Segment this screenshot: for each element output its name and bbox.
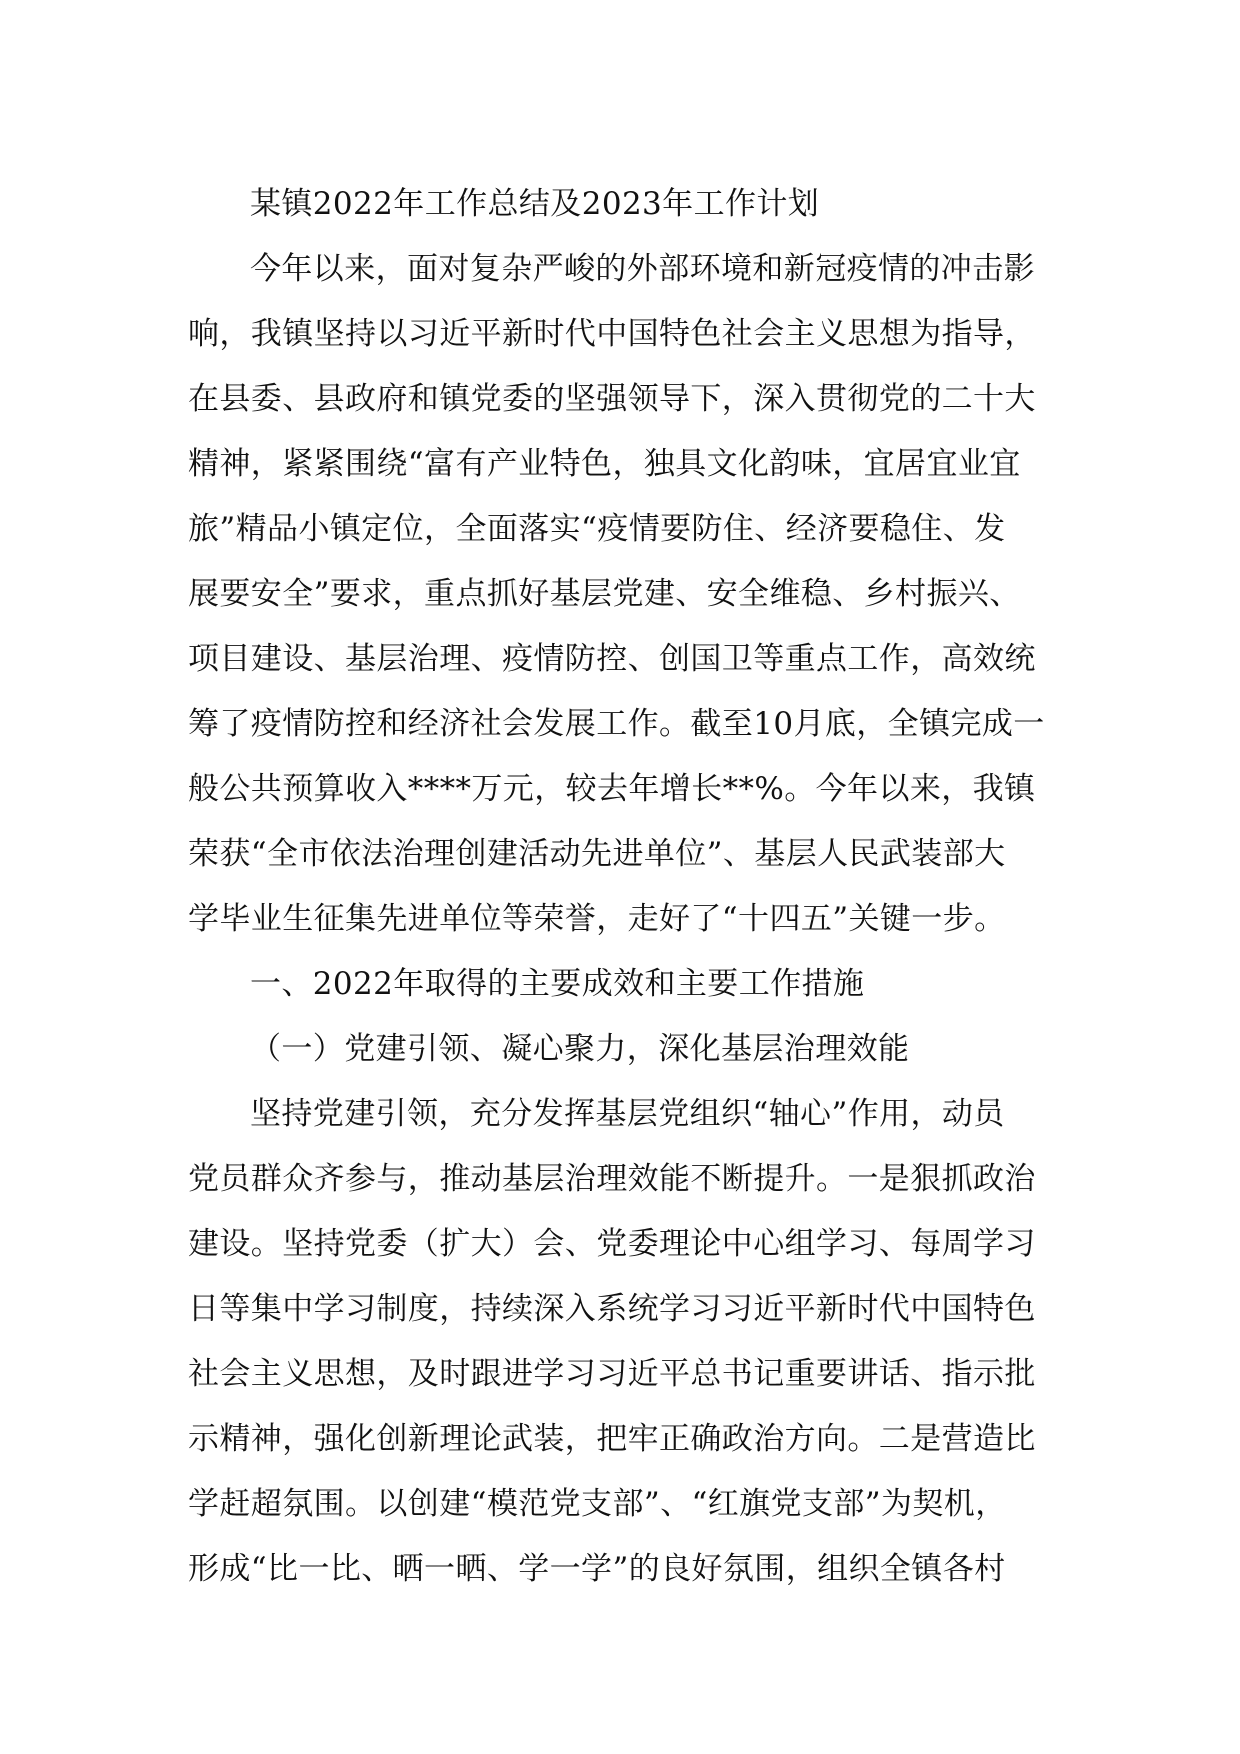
document-title: 某镇2022年工作总结及2023年工作计划 [250,186,820,222]
body-line: 党员群众齐参与，推动基层治理效能不断提升。一是狠抓政治 [188,1161,1036,1197]
intro-line: 学毕业生征集先进单位等荣誉，走好了“十四五”关键一步。 [188,901,1006,937]
section-heading: 一、2022年取得的主要成效和主要工作措施 [250,966,865,1002]
intro-line: 精神，紧紧围绕“富有产业特色，独具文化韵味，宜居宜业宜 [188,446,1021,482]
intro-line: 项目建设、基层治理、疫情防控、创国卫等重点工作，高效统 [188,641,1036,677]
intro-line: 展要安全”要求，重点抓好基层党建、安全维稳、乡村振兴、 [188,576,1021,612]
subsection-heading: （一）党建引领、凝心聚力，深化基层治理效能 [250,1031,910,1067]
body-line: 坚持党建引领，充分发挥基层党组织“轴心”作用，动员 [250,1096,1005,1132]
document-body [188,172,1060,1602]
body-line: 示精神，强化创新理论武装，把牢正确政治方向。二是营造比 [188,1421,1036,1457]
intro-line: 在县委、县政府和镇党委的坚强领导下，深入贯彻党的二十大 [188,381,1036,417]
body-line: 形成“比一比、晒一晒、学一学”的良好氛围，组织全镇各村 [188,1551,1006,1587]
body-line: 学赶超氛围。以创建“模范党支部”、“红旗党支部”为契机， [188,1486,1007,1522]
body-line: 社会主义思想，及时跟进学习习近平总书记重要讲话、指示批 [188,1356,1036,1392]
intro-line: 般公共预算收入****万元，较去年增长**%。今年以来，我镇 [188,771,1036,807]
body-line: 建设。坚持党委（扩大）会、党委理论中心组学习、每周学习 [188,1226,1036,1262]
intro-line: 响，我镇坚持以习近平新时代中国特色社会主义思想为指导， [188,316,1036,352]
intro-line: 筹了疫情防控和经济社会发展工作。截至10月底，全镇完成一 [188,706,1045,742]
body-line: 日等集中学习制度，持续深入系统学习习近平新时代中国特色 [188,1291,1036,1327]
intro-line: 荣获“全市依法治理创建活动先进单位”、基层人民武装部大 [188,836,1006,872]
intro-line: 今年以来，面对复杂严峻的外部环境和新冠疫情的冲击影 [250,251,1035,287]
intro-line: 旅”精品小镇定位，全面落实“疫情要防住、经济要稳住、发 [188,511,1006,547]
